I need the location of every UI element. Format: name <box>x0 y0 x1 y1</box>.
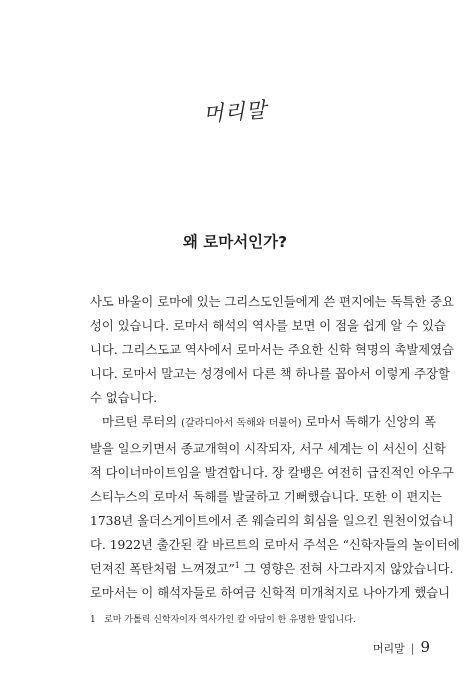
footnote-reference[interactable]: 1 <box>234 560 240 570</box>
body-line: 니다. 그리스도교 역사에서 로마서는 주요한 신학 혁명의 촉발제였습 <box>90 343 454 358</box>
folio-separator: | <box>410 642 415 655</box>
running-head: 머리말 <box>372 642 405 655</box>
body-line <box>90 410 436 436</box>
body-line: 니다. 로마서 말고는 성경에서 다른 책 하나를 꼽아서 이렇게 주장할 <box>90 367 450 382</box>
body-line: 다. 1922년 출간된 칼 바르트의 로마서 주석은 “신학자들의 놀이터에 <box>90 537 460 552</box>
footnote <box>90 612 430 625</box>
body-text-segment: 마르틴 루터의 <box>102 415 178 430</box>
body-line: 성이 있습니다. 로마서 해석의 역사를 보면 이 점을 쉽게 알 수 있습 <box>90 319 446 334</box>
folio <box>373 638 430 656</box>
body-line <box>90 557 454 581</box>
chapter-title: 머리말 <box>202 97 268 127</box>
section-heading: 왜 로마서인가? <box>182 233 288 251</box>
body-line: 발을 일으키면서 종교개혁이 시작되자, 서구 세계는 이 서신이 신학 <box>90 441 446 456</box>
body-text <box>90 290 460 605</box>
body-line: 1738년 올더스게이트에서 존 웨슬리의 회심을 일으킨 원천이었습니 <box>90 513 454 528</box>
footnote-text: 로마 가톨릭 신학자이자 역사가인 칼 아담이 한 유명한 말입니다. <box>104 615 356 625</box>
body-line: 수 없습니다. <box>90 391 158 406</box>
body-line: 로마서는 이 해석자들로 하여금 신학적 미개척지로 나아가게 했습니 <box>90 586 450 601</box>
body-text-segment: 그 영향은 전혀 사그라지지 않았습니다. <box>239 562 454 577</box>
body-line: 사도 바울이 로마에 있는 그리스도인들에게 쓴 편지에는 독특한 중요 <box>90 295 454 309</box>
footnote-number: 1 <box>90 615 96 625</box>
body-text-segment: 로마서 독해가 신앙의 폭 <box>305 415 436 430</box>
body-line: 적 다이너마이트임을 발견합니다. 장 칼뱅은 여전히 급진적인 아우구 <box>90 465 454 480</box>
page-number: 9 <box>420 638 430 656</box>
body-text-segment: 던져진 폭탄처럼 느껴졌고” <box>90 562 235 577</box>
parenthetical-note: (갈라디아서 독해와 더불어) <box>181 418 302 430</box>
body-line: 스티누스의 로마서 독해를 발굴하고 기뻐했습니다. 또한 이 편지는 <box>90 489 442 504</box>
